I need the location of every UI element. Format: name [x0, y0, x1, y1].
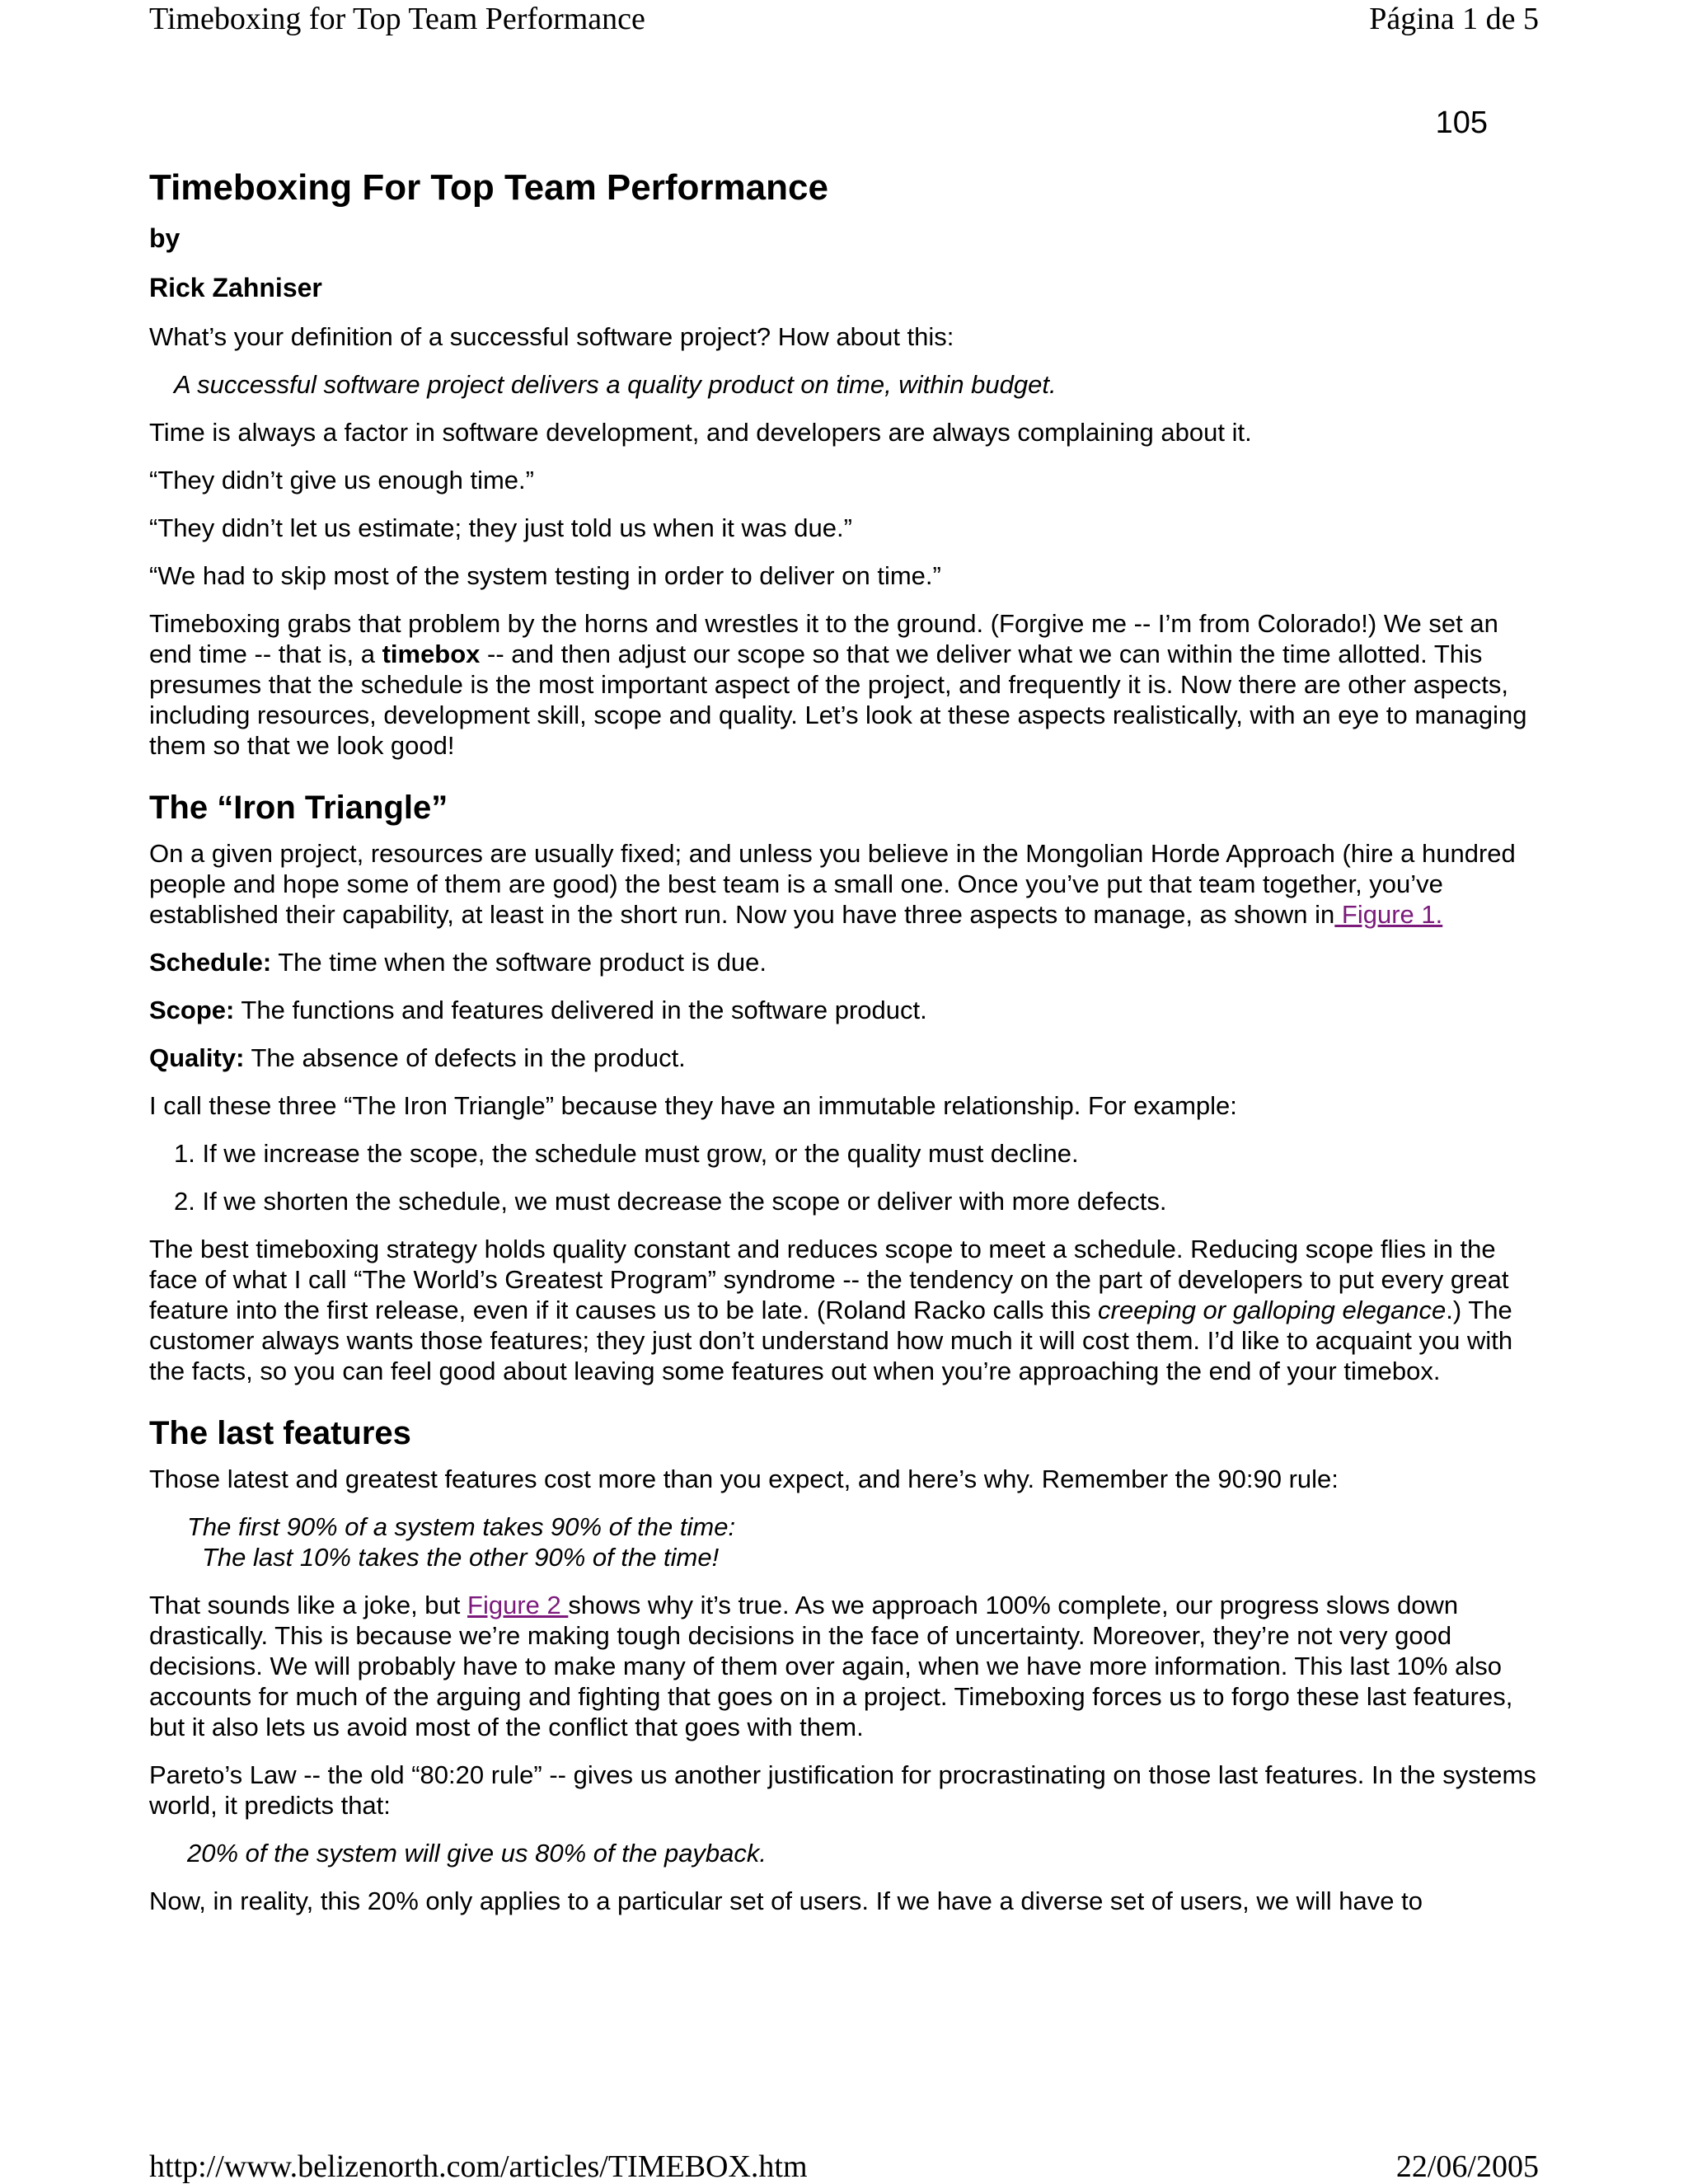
header-page-label: Página 1 de 5	[1369, 2, 1539, 36]
header-document-title: Timeboxing for Top Team Performance	[149, 2, 645, 36]
quote-complaint-2: “They didn’t let us estimate; they just told us when it was due.”	[149, 513, 852, 542]
footer-date: 22/06/2005	[1395, 2149, 1539, 2184]
paragraph-iron-triangle: I call these three “The Iron Triangle” because they have an immutable relationship. For example:	[149, 1091, 1237, 1120]
paragraph-pareto: Pareto’s Law -- the old “80:20 rule” -- gives us another justification for procrastinating on those last features. In the systems world, it predicts that:	[149, 1760, 1536, 1820]
text-segment: .) The customer always wants those features; they just don’t understand how much it will cost them. I’d like to acquaint you with the facts, so you can feel good about leaving some features out when you’re approaching the end of your timebox.	[149, 1296, 1513, 1385]
heading-iron-triangle: The “Iron Triangle”	[149, 790, 448, 826]
article-body	[149, 165, 1538, 1933]
footer-url: http://www.belizenorth.com/articles/TIMEBOX.htm	[149, 2149, 808, 2184]
definition-quality	[149, 1043, 1538, 1073]
term-schedule: Schedule:	[149, 948, 272, 977]
definition-text: The absence of defects in the product.	[244, 1043, 686, 1072]
quote-90-90-rule	[187, 1511, 1538, 1572]
quote-line: The first 90% of a system takes 90% of the time:	[187, 1512, 736, 1541]
quote-line: The last 10% takes the other 90% of the time!	[202, 1543, 720, 1572]
definition-text: The functions and features delivered in the software product.	[234, 996, 927, 1024]
definition-scope	[149, 995, 1538, 1025]
text-segment: -- and then adjust our scope so that we deliver what we can within the time allotted. This presumes that the schedule is the most important aspect of the project, and frequently it is. Now there are other aspects, including resources, development skill, scope and quality. Let’s look at these aspects realistically, with an eye to managing them so that we look good!	[149, 640, 1527, 760]
text-italic: creeping or galloping elegance	[1098, 1296, 1447, 1324]
definition-text: The time when the software product is due.	[271, 948, 767, 977]
quote-pareto: 20% of the system will give us 80% of the payback.	[187, 1839, 767, 1868]
quote-complaint-1: “They didn’t give us enough time.”	[149, 466, 534, 494]
byline-by: by	[149, 223, 181, 253]
page-number: 105	[1435, 105, 1488, 140]
paragraph-resources	[149, 838, 1538, 930]
paragraph-figure-2	[149, 1590, 1538, 1742]
link-figure-2[interactable]: Figure 2	[467, 1591, 569, 1619]
definition-schedule	[149, 947, 1538, 977]
paragraph-reality: Now, in reality, this 20% only applies to a particular set of users. If we have a diverse set of users, we will have to	[149, 1886, 1423, 1915]
heading-last-features: The last features	[149, 1415, 411, 1451]
text-segment: The best timeboxing strategy holds quality constant and reduces scope to meet a schedule. Reducing scope flies in the face of what I call “The World’s Greatest Program” syndrome -- the tendency on the part of developers to put every great feature into the first release, even if it causes us to be late. (Roland Racko calls this	[149, 1235, 1509, 1324]
print-footer	[149, 2151, 1539, 2182]
text-bold-timebox: timebox	[382, 640, 481, 668]
list-item: 2. If we shorten the schedule, we must decrease the scope or deliver with more defects.	[174, 1187, 1167, 1216]
text-segment: On a given project, resources are usually fixed; and unless you believe in the Mongolian Horde Approach (hire a hundred people and hope some of them are good) the best team is a small one. Once you’ve put that team together, you’ve established their capability, at least in the short run. Now you have three aspects to manage, as shown in	[149, 839, 1516, 929]
paragraph-latest-features: Those latest and greatest features cost more than you expect, and here’s why. Remember the 90:90 rule:	[149, 1465, 1339, 1493]
term-scope: Scope:	[149, 996, 235, 1024]
link-figure-1[interactable]: Figure 1.	[1334, 900, 1443, 929]
term-quality: Quality:	[149, 1043, 245, 1072]
text-segment: shows why it’s true. As we approach 100% complete, our progress slows down drastically. This is because we’re making tough decisions in the face of uncertainty. Moreover, they’re not very good decisions. We will probably have to make many of them over again, when we have more information. This last 10% also accounts for much of the arguing and fighting that goes on in a project. Timeboxing forces us to forgo these last features, but it also lets us avoid most of the conflict that goes with them.	[149, 1591, 1513, 1741]
paragraph-timeboxing	[149, 608, 1538, 761]
list-item: 1. If we increase the scope, the schedule must grow, or the quality must decline.	[174, 1139, 1079, 1168]
quote-complaint-3: “We had to skip most of the system testing in order to deliver on time.”	[149, 561, 941, 590]
paragraph-strategy	[149, 1234, 1538, 1386]
byline-author: Rick Zahniser	[149, 273, 322, 302]
text-segment: That sounds like a joke, but	[149, 1591, 468, 1619]
print-header	[149, 3, 1539, 35]
paragraph-intro: What’s your definition of a successful software project? How about this:	[149, 322, 954, 351]
text-segment: Timeboxing grabs that problem by the horns and wrestles it to the ground. (Forgive me -- I’m from Colorado!) We set an end time -- that is, a	[149, 609, 1498, 668]
paragraph-time-factor: Time is always a factor in software development, and developers are always complaining about it.	[149, 418, 1252, 447]
quote-definition: A successful software project delivers a quality product on time, within budget.	[174, 370, 1057, 399]
article-title: Timeboxing For Top Team Performance	[149, 167, 828, 208]
